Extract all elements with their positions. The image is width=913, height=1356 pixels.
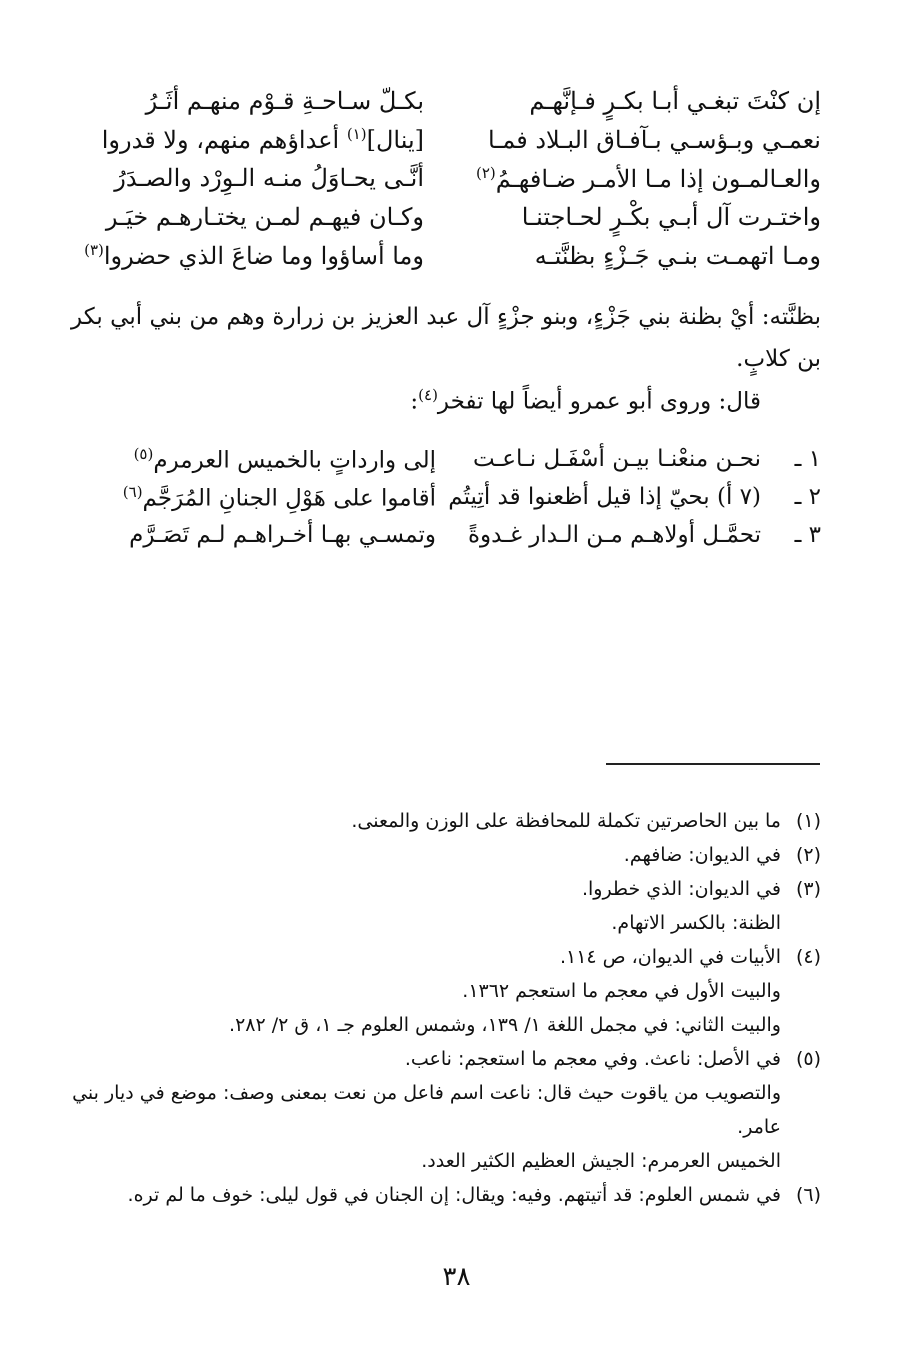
verse-second-hemistich: وكـان فيهـم لمـن يختـارهـم خيَـر: [105, 203, 424, 232]
footnote-number: (٤): [795, 946, 821, 968]
footnote-continuation: والبيت الثاني: في مجمل اللغة ١/ ١٣٩، وشمس العلوم جـ ١، ق ٢/ ٢٨٢.: [229, 1014, 781, 1036]
intro-line: [410, 386, 761, 415]
footnote-text: في الديوان: ضافهم.: [623, 844, 781, 866]
verse-second-hemistich: بكـلّ سـاحـةِ قـوْم منهـم أثَـرُ: [145, 87, 424, 116]
verse-text: أقاموا على هَوْلِ الجنانِ المُرَجَّم: [142, 485, 436, 512]
footnote-number: (٦): [795, 1184, 821, 1206]
footnote-text: ما بين الحاصرتين تكملة للمحافظة على الوزن والمعنى.: [351, 810, 781, 832]
footnote-number: (٣): [795, 878, 821, 900]
footnote-marker: (٥): [133, 444, 154, 463]
numbered-verse: [69, 440, 821, 478]
verse-second-hemistich: [69, 445, 436, 474]
footnote-marker: (٣): [84, 241, 104, 260]
poem-block: [69, 82, 821, 275]
poem-verse: [69, 198, 821, 237]
footnote-continuation: الظنة: بالكسر الاتهام.: [611, 912, 781, 934]
footnote-number: (٥): [795, 1048, 821, 1070]
footnote-marker: (٤): [418, 386, 438, 404]
footnote-continuation: والبيت الأول في معجم ما استعجم ١٣٦٢.: [462, 980, 781, 1002]
verse-number: ١ ـ: [794, 446, 821, 472]
footnote: [51, 1042, 821, 1076]
footnote-marker: (١): [346, 125, 367, 144]
verse-first-hemistich: واختـرت آل أبـي بكْـرٍ لحـاجتنـا: [521, 203, 821, 232]
verse-second-hemistich: أنَّـى يحـاوَلُ منـه الـوِرْد والصـدَرُ: [114, 164, 424, 193]
footnote-text: في شمس العلوم: قد أتيتهم. وفيه: ويقال: إن الجنان في قول ليلى: خوف ما لم تره.: [127, 1184, 781, 1206]
verse-text-rest: أعداؤهم منهم، ولا قدروا: [101, 126, 347, 155]
footnote-marker: (٦): [122, 482, 143, 501]
verse-number: ٢ ـ: [794, 484, 821, 510]
verse-number: ٣ ـ: [794, 522, 821, 548]
footnote: [51, 838, 821, 872]
verse-first-hemistich: نحـن منعْنـا بيـن أسْفَـل نـاعـت: [472, 446, 761, 472]
footnote-number: (٢): [795, 844, 821, 866]
footnote-text: في الأصل: ناعث. وفي معجم ما استعجم: ناعب.: [404, 1048, 781, 1070]
poem-verse: [69, 159, 821, 198]
footnotes: [51, 804, 821, 1212]
footnote-separator: [606, 763, 820, 765]
verse-second-hemistich: [69, 125, 424, 154]
gloss-paragraph: بظنَّته: أيْ بظنة بني جَزْءٍ، وبنو جزْءٍ آل عبد العزيز بن زرارة وهم من بني أبي بكر بن كلابٍ.: [71, 304, 821, 372]
footnote-continuation: الخميس العرمرم: الجيش العظيم الكثير العدد.: [421, 1150, 781, 1172]
verse-second-hemistich: وتمسـي بهـا أخـراهـم لـم تَصَـرَّم: [129, 522, 436, 548]
verse-second-hemistich: [69, 241, 424, 270]
verse-first-hemistich: إن كنْتَ تبغـي أبـا بكـرٍ فـإنَّهـم: [529, 87, 821, 116]
verse-second-hemistich: [69, 483, 436, 512]
numbered-verse: [69, 516, 821, 554]
verse-first-hemistich: تحمَّـل أولاهـم مـن الـدار غـدوةً: [467, 522, 761, 548]
footnote-continuation: والتصويب من ياقوت حيث قال: ناعت اسم فاعل من نعت بمعنى وصف: موضع في ديار بني عامر.: [72, 1082, 781, 1138]
numbered-poem-block: [69, 440, 821, 554]
numbered-verse: [69, 478, 821, 516]
verse-first-hemistich: نعمـي وبـؤسـي بـآفـاق البـلاد فمـا: [488, 125, 821, 154]
verse-first-hemistich: (٧ أ) بحيّ إذا قيل أظعنوا قد أتِيتُم: [448, 484, 761, 510]
verse-text: والعـالمـون إذا مـا الأمـر ضـافهـمُ: [495, 164, 821, 193]
intro-colon: :: [410, 388, 419, 415]
verse-first-hemistich: [476, 164, 821, 193]
footnote: [51, 804, 821, 838]
verse-first-hemistich: ومـا اتهمـت بنـي جَـزْءٍ بظنَّتـه: [534, 241, 821, 270]
verse-text: إلى وارداتٍ بالخميس العرمرم: [153, 447, 436, 474]
footnote: [51, 872, 821, 906]
footnote: [51, 940, 821, 974]
footnote-text: في الديوان: الذي خطروا.: [581, 878, 781, 900]
poem-verse: [69, 82, 821, 121]
verse-text: وما أساؤوا وما ضاعَ الذي حضروا: [103, 242, 424, 271]
footnote-marker: (٢): [476, 163, 496, 182]
footnote-number: (١): [795, 810, 821, 832]
poem-verse: [69, 236, 821, 275]
intro-text: قال: وروى أبو عمرو أيضاً لها تفخر: [437, 388, 761, 415]
footnote-text: الأبيات في الديوان، ص ١١٤.: [559, 946, 781, 968]
page-number: ٣٨: [442, 1262, 471, 1292]
footnote: [51, 1178, 821, 1212]
poem-verse: [69, 121, 821, 160]
bracketed-word: [ينال]: [366, 126, 424, 155]
